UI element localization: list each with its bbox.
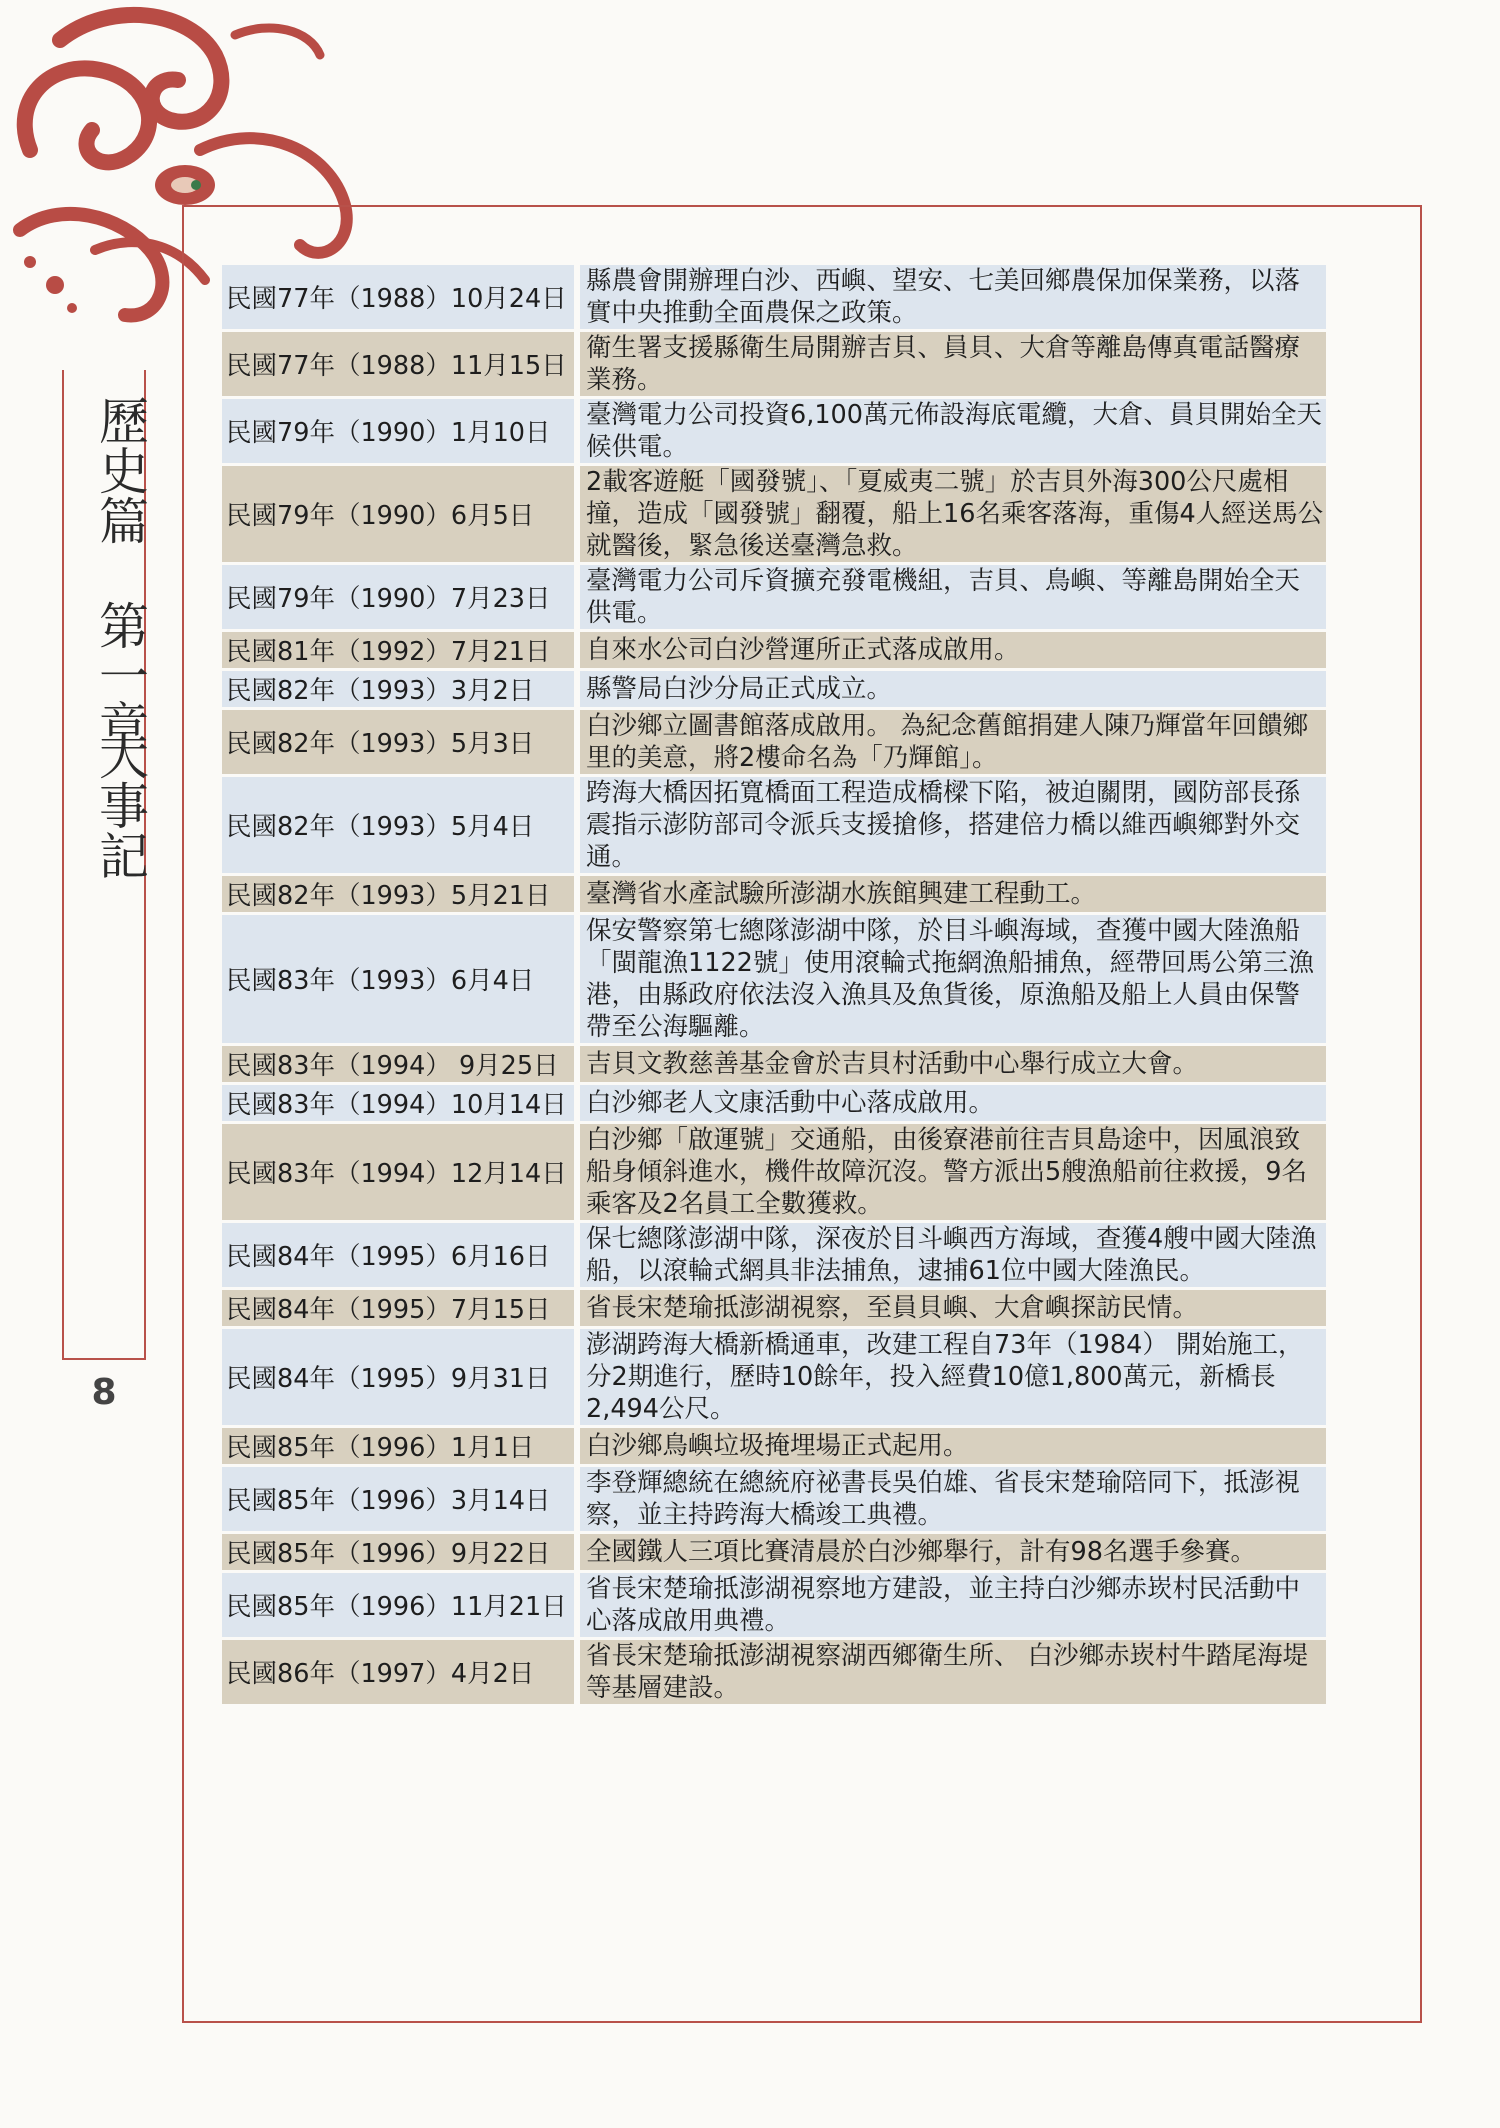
event-description: 省長宋楚瑜抵澎湖視察湖西鄉衛生所、 白沙鄉赤崁村牛踏尾海堤等基層建設。 [580,1640,1326,1704]
event-description: 自來水公司白沙營運所正式落成啟用。 [580,632,1326,668]
event-row [222,1046,1326,1082]
event-description: 臺灣電力公司投資6,100萬元佈設海底電纜，大倉、員貝開始全天候供電。 [580,399,1326,463]
event-row [222,1428,1326,1464]
event-description: 臺灣省水產試驗所澎湖水族館興建工程動工。 [580,876,1326,912]
event-description: 臺灣電力公司斥資擴充發電機組，吉貝、鳥嶼、等離島開始全天供電。 [580,565,1326,629]
event-row [222,1573,1326,1637]
event-description: 白沙鄉「啟運號」交通船，由後寮港前往吉貝島途中，因風浪致船身傾斜進水，機件故障沉沒。警方派出5艘漁船前往救援，9名乘客及2名員工全數獲救。 [580,1124,1326,1220]
event-date: 民國85年（1996）9月22日 [222,1534,574,1570]
event-row [222,1467,1326,1531]
event-date: 民國83年（1994） 9月25日 [222,1046,574,1082]
page-number: 8 [91,1372,117,1413]
event-row [222,671,1326,707]
event-description: 白沙鄉老人文康活動中心落成啟用。 [580,1085,1326,1121]
event-row [222,1290,1326,1326]
event-date: 民國79年（1990）7月23日 [222,565,574,629]
event-description: 吉貝文教慈善基金會於吉貝村活動中心舉行成立大會。 [580,1046,1326,1082]
event-description: 縣警局白沙分局正式成立。 [580,671,1326,707]
side-title-topic: 大事記 [91,730,149,880]
event-description: 保安警察第七總隊澎湖中隊，於目斗嶼海域，查獲中國大陸漁船「閩龍漁1122號」使用滾輪式拖網漁船捕魚，經帶回馬公第三漁港，由縣政府依法沒入漁具及魚貨後，原漁船及船上人員由保警帶至公海驅離。 [580,915,1326,1043]
event-date: 民國82年（1993）5月21日 [222,876,574,912]
event-date: 民國83年（1993）6月4日 [222,915,574,1043]
event-description: 縣農會開辦理白沙、西嶼、望安、七美回鄉農保加保業務，以落實中央推動全面農保之政策。 [580,265,1326,329]
event-date: 民國79年（1990）6月5日 [222,466,574,562]
event-row [222,1124,1326,1220]
event-row [222,777,1326,873]
events-body [222,265,1326,1704]
side-title-part: 歷史篇 [91,395,149,545]
event-date: 民國82年（1993）5月4日 [222,777,574,873]
event-date: 民國84年（1995）9月31日 [222,1329,574,1425]
event-description: 2載客遊艇「國發號」、「夏威夷二號」於吉貝外海300公尺處相撞，造成「國發號」翻覆，船上16名乘客落海，重傷4人經送馬公就醫後，緊急後送臺灣急救。 [580,466,1326,562]
event-date: 民國86年（1997）4月2日 [222,1640,574,1704]
event-description: 李登輝總統在總統府祕書長吳伯雄、省長宋楚瑜陪同下，抵澎視察，並主持跨海大橋竣工典禮。 [580,1467,1326,1531]
event-row [222,915,1326,1043]
event-date: 民國82年（1993）3月2日 [222,671,574,707]
event-row [222,876,1326,912]
event-date: 民國85年（1996）3月14日 [222,1467,574,1531]
event-date: 民國77年（1988）10月24日 [222,265,574,329]
event-row [222,1534,1326,1570]
event-row [222,332,1326,396]
event-date: 民國85年（1996）1月1日 [222,1428,574,1464]
event-date: 民國84年（1995）6月16日 [222,1223,574,1287]
event-row [222,466,1326,562]
event-description: 衛生署支援縣衛生局開辦吉貝、員貝、大倉等離島傳真電話醫療業務。 [580,332,1326,396]
event-row [222,1640,1326,1704]
side-title-chapter: 第一章 [91,600,149,750]
event-row [222,1223,1326,1287]
event-row [222,632,1326,668]
event-description: 全國鐵人三項比賽清晨於白沙鄉舉行，計有98名選手參賽。 [580,1534,1326,1570]
event-date: 民國83年（1994）10月14日 [222,1085,574,1121]
events-table [222,262,1326,1707]
event-description: 澎湖跨海大橋新橋通車，改建工程自73年（1984） 開始施工，分2期進行，歷時10餘年，投入經費10億1,800萬元，新橋長2,494公尺。 [580,1329,1326,1425]
event-date: 民國83年（1994）12月14日 [222,1124,574,1220]
event-row [222,565,1326,629]
event-description: 省長宋楚瑜抵澎湖視察地方建設，並主持白沙鄉赤崁村民活動中心落成啟用典禮。 [580,1573,1326,1637]
event-date: 民國82年（1993）5月3日 [222,710,574,774]
event-row [222,1085,1326,1121]
side-title-box [62,370,149,1360]
event-row [222,1329,1326,1425]
event-description: 白沙鄉鳥嶼垃圾掩埋場正式起用。 [580,1428,1326,1464]
event-description: 白沙鄉立圖書館落成啟用。 為紀念舊館捐建人陳乃輝當年回饋鄉里的美意，將2樓命名為「乃輝館」。 [580,710,1326,774]
event-row [222,710,1326,774]
event-date: 民國85年（1996）11月21日 [222,1573,574,1637]
event-description: 保七總隊澎湖中隊，深夜於目斗嶼西方海域，查獲4艘中國大陸漁船，以滾輪式網具非法捕魚，逮捕61位中國大陸漁民。 [580,1223,1326,1287]
event-description: 省長宋楚瑜抵澎湖視察，至員貝嶼、大倉嶼探訪民情。 [580,1290,1326,1326]
event-description: 跨海大橋因拓寬橋面工程造成橋樑下陷，被迫關閉，國防部長孫震指示澎防部司令派兵支援搶修，搭建倍力橋以維西嶼鄉對外交通。 [580,777,1326,873]
event-date: 民國81年（1992）7月21日 [222,632,574,668]
event-row [222,399,1326,463]
event-date: 民國84年（1995）7月15日 [222,1290,574,1326]
event-date: 民國79年（1990）1月10日 [222,399,574,463]
event-date: 民國77年（1988）11月15日 [222,332,574,396]
event-row [222,265,1326,329]
